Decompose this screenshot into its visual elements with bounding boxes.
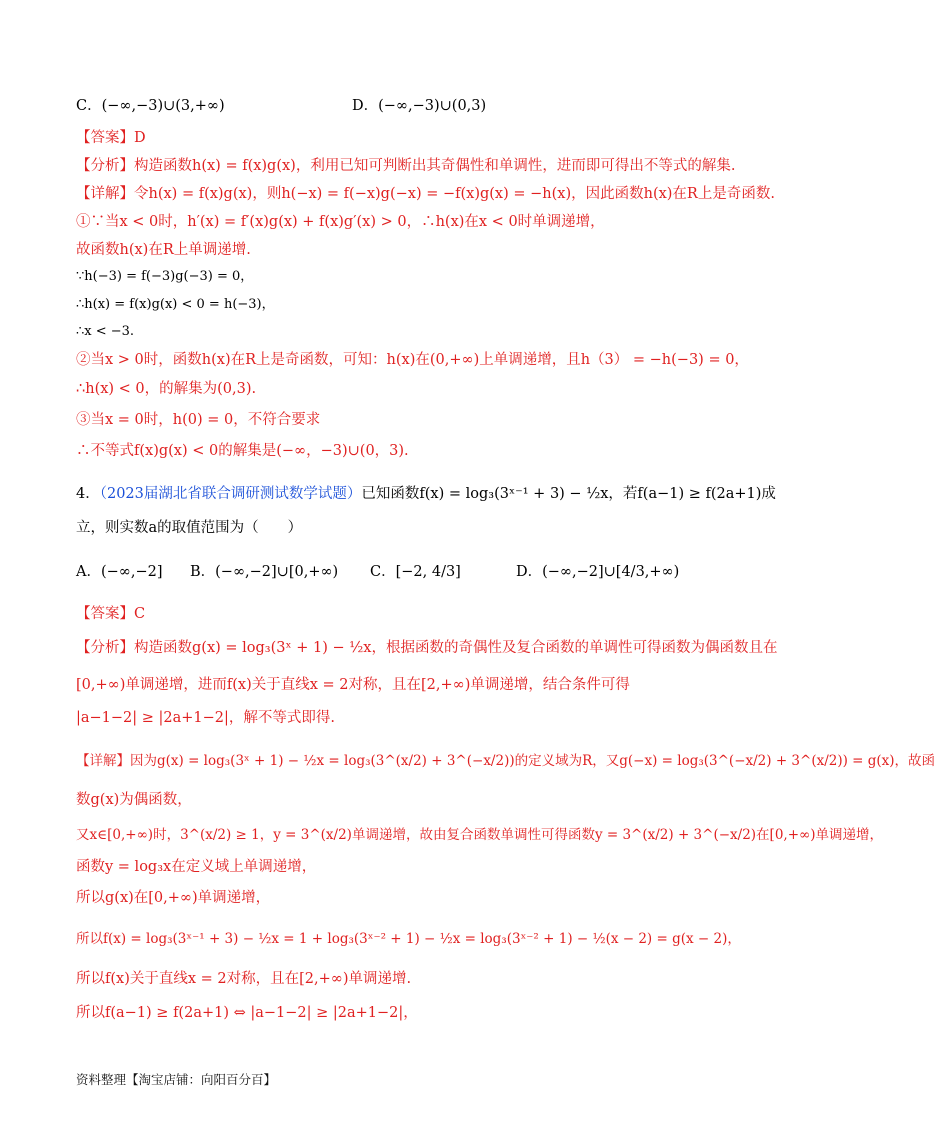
option-d: D．(−∞,−3)∪(0,3) — [352, 98, 487, 114]
q4-source: （2023届湖北省联合调研测试数学试题） — [99, 486, 362, 502]
q4-detail-5: 所以g(x)在[0,+∞)单调递增， — [76, 890, 271, 906]
q4-detail-7: 所以f(x)关于直线x = 2对称，且在[2,+∞)单调递增. — [76, 971, 412, 987]
page-footer: 资料整理【淘宝店铺：向阳百分百】 — [76, 1072, 277, 1087]
q3-step-6: ②当x > 0时，函数h(x)在R上是奇函数，可知：h(x)在(0,+∞)上单调递增，且h（3） = −h(−3) = 0， — [76, 352, 749, 368]
q3-step-3: ∵h(−3) = f(−3)g(−3) = 0， — [76, 269, 254, 284]
q4-detail-2: 数g(x)为偶函数， — [76, 792, 192, 808]
q3-step-5: ∴x < −3. — [76, 324, 135, 339]
q3-step-8: ③当x = 0时，h(0) = 0，不符合要求 — [76, 412, 321, 428]
q3-detail: 【详解】令h(x) = f(x)g(x)，则h(−x) = f(−x)g(−x) = −f(x)g(x) = −h(x)，因此函数h(x)在R上是奇函数. — [76, 186, 775, 202]
q4-stem-line-1 — [76, 484, 776, 504]
q4-detail-8: 所以f(a−1) ≥ f(2a+1) ⇔ |a−1−2| ≥ |2a+1−2|， — [76, 1005, 418, 1021]
q4-analysis-1: 【分析】构造函数g(x) = log₃(3ˣ + 1) − ½x，根据函数的奇偶性及复合函数的单调性可得函数为偶函数且在 — [76, 640, 778, 656]
q4-analysis-2: [0,+∞)单调递增，进而f(x)关于直线x = 2对称，且在[2,+∞)单调递增，结合条件可得 — [76, 677, 630, 693]
q4-option-c: C．[−2, 4/3] — [370, 564, 461, 580]
q4-detail-1: 【详解】因为g(x) = log₃(3ˣ + 1) − ½x = log₃(3^(x/2) + 3^(−x/2))的定义域为R，又g(−x) = log₃(3^(−x/2) + 3^(x/2)) = g(x)，故函 — [76, 753, 935, 769]
q3-step-4: ∴h(x) = f(x)g(x) < 0 = h(−3)， — [76, 297, 275, 312]
q3-step-7: ∴h(x) < 0，的解集为(0,3). — [76, 381, 257, 397]
q4-analysis-3: |a−1−2| ≥ |2a+1−2|，解不等式即得. — [76, 710, 336, 726]
q3-analysis: 【分析】构造函数h(x) = f(x)g(x)，利用已知可判断出其奇偶性和单调性，进而即可得出不等式的解集. — [76, 158, 736, 174]
q3-step-9: ∴不等式f(x)g(x) < 0的解集是(−∞，−3)∪(0，3). — [76, 443, 409, 459]
q4-answer: 【答案】C — [76, 606, 146, 622]
q4-number: 4． — [76, 486, 100, 502]
q3-step-1: ①∵当x < 0时，h′(x) = f′(x)g(x) + f(x)g′(x) > 0，∴h(x)在x < 0时单调递增， — [76, 214, 605, 230]
q3-answer: 【答案】D — [76, 130, 146, 146]
q4-stem-text: 已知函数f(x) = log₃(3ˣ⁻¹ + 3) − ½x，若f(a−1) ≥ f(2a+1)成 — [361, 486, 776, 502]
q3-step-2: 故函数h(x)在R上单调递增. — [76, 242, 251, 258]
q4-option-d: D．(−∞,−2]∪[4/3,+∞) — [516, 564, 680, 580]
q4-option-b: B．(−∞,−2]∪[0,+∞) — [190, 564, 339, 580]
q4-detail-3: 又x∈[0,+∞)时，3^(x/2) ≥ 1，y = 3^(x/2)单调递增，故由复合函数单调性可得函数y = 3^(x/2) + 3^(−x/2)在[0,+∞)单调递增， — [76, 827, 884, 843]
q4-stem-line-2: 立，则实数a的取值范围为（ ） — [76, 520, 303, 536]
q4-option-a: A．(−∞,−2] — [76, 564, 163, 580]
q4-detail-6: 所以f(x) = log₃(3ˣ⁻¹ + 3) − ½x = 1 + log₃(3ˣ⁻² + 1) − ½x = log₃(3ˣ⁻² + 1) − ½(x − 2) = g(x − 2)， — [76, 931, 741, 947]
q4-detail-4: 函数y = log₃x在定义域上单调递增， — [76, 859, 317, 875]
option-c: C．(−∞,−3)∪(3,+∞) — [76, 98, 225, 114]
